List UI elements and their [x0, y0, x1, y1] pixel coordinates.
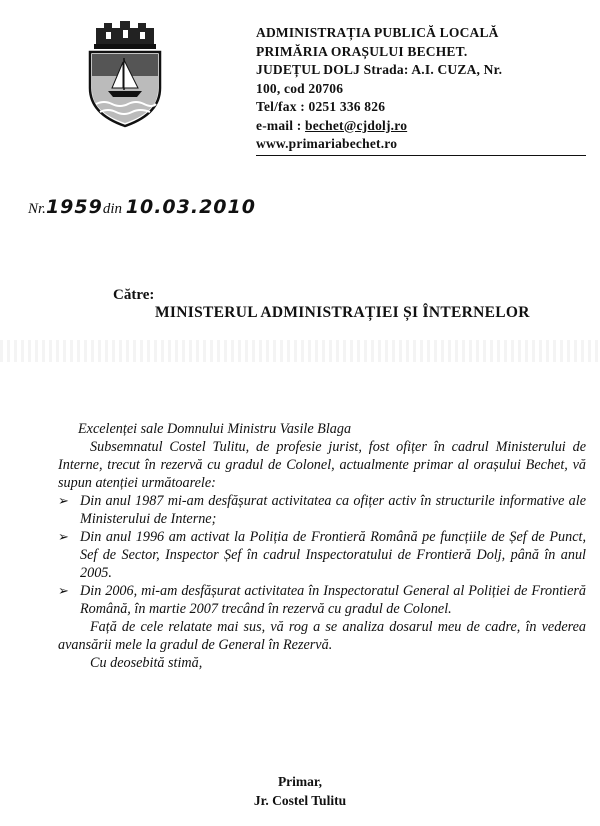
list-item: ➢ Din 2006, mi-am desfășurat activitatea în Inspectoratul General al Poliției de Frontieră Română, în martie 2007 trecând în rezervă cu gradul de Colonel. — [58, 583, 586, 617]
header-line-3: JUDEȚUL DOLJ Strada: A.I. CUZA, Nr. — [256, 62, 503, 77]
header-line-4: 100, cod 20706 — [256, 80, 344, 96]
salutation: Excelenței sale Domnului Ministru Vasile Blaga — [78, 421, 352, 437]
scan-artifact — [0, 340, 600, 362]
institution-header — [256, 24, 586, 156]
closing: Cu deosebită stimă, — [90, 655, 203, 671]
arrow-bullet-icon: ➢ — [58, 583, 69, 598]
din-label: din — [102, 201, 122, 217]
intro-paragraph: Subsemnatul Costel Tulitu, de profesie jurist, fost ofițer în cadrul Ministerului de Interne, trecut în rezervă cu gradul de Colonel, actualmente primar al orașului Bechet, vă supun atenției următoarele: — [58, 439, 586, 491]
header-phone: Tel/fax : 0251 336 826 — [256, 99, 386, 114]
nr-label: Nr. — [28, 201, 46, 217]
header-line-1: ADMINISTRAȚIA PUBLICĂ LOCALĂ — [256, 25, 499, 40]
letter-body — [58, 420, 586, 672]
arrow-bullet-icon: ➢ — [58, 493, 69, 508]
nr-value: 1959 — [45, 196, 103, 218]
recipient-name: MINISTERUL ADMINISTRAȚIEI ȘI ÎNTERNELOR — [155, 304, 530, 321]
arrow-bullet-icon: ➢ — [58, 529, 69, 544]
list-item: ➢ Din anul 1987 mi-am desfășurat activitatea ca ofițer activ în structurile informative ale Ministerului de Interne; — [58, 493, 586, 527]
email-label: e-mail : — [256, 117, 306, 133]
request-paragraph: Față de cele relatate mai sus, vă rog a se analiza dosarul meu de cadre, în vederea avansării mele la gradul de General în Rezervă. — [58, 619, 586, 653]
email-link[interactable]: bechet@cjdolj.ro — [305, 117, 408, 133]
date-value: 10.03.2010 — [125, 196, 256, 218]
signature-name: Jr. Costel Tulitu — [253, 793, 347, 808]
website-link[interactable]: www.primariabechet.ro — [256, 135, 586, 156]
registration-number — [28, 196, 256, 218]
header-line-2: PRIMĂRIA ORAȘULUI BECHET. — [256, 43, 468, 59]
header-email — [256, 117, 586, 136]
bechet-coat-of-arms — [82, 18, 168, 130]
recipient-label: Către: — [113, 287, 155, 303]
signature-title: Primar, — [277, 774, 323, 789]
list-item: ➢ Din anul 1996 am activat la Poliția de Frontieră Română pe funcțiile de Șef de Punct, Sef de Sector, Inspector Șef în cadrul Inspectoratului de Frontieră Dolj, până în anul 2005. — [58, 529, 586, 581]
